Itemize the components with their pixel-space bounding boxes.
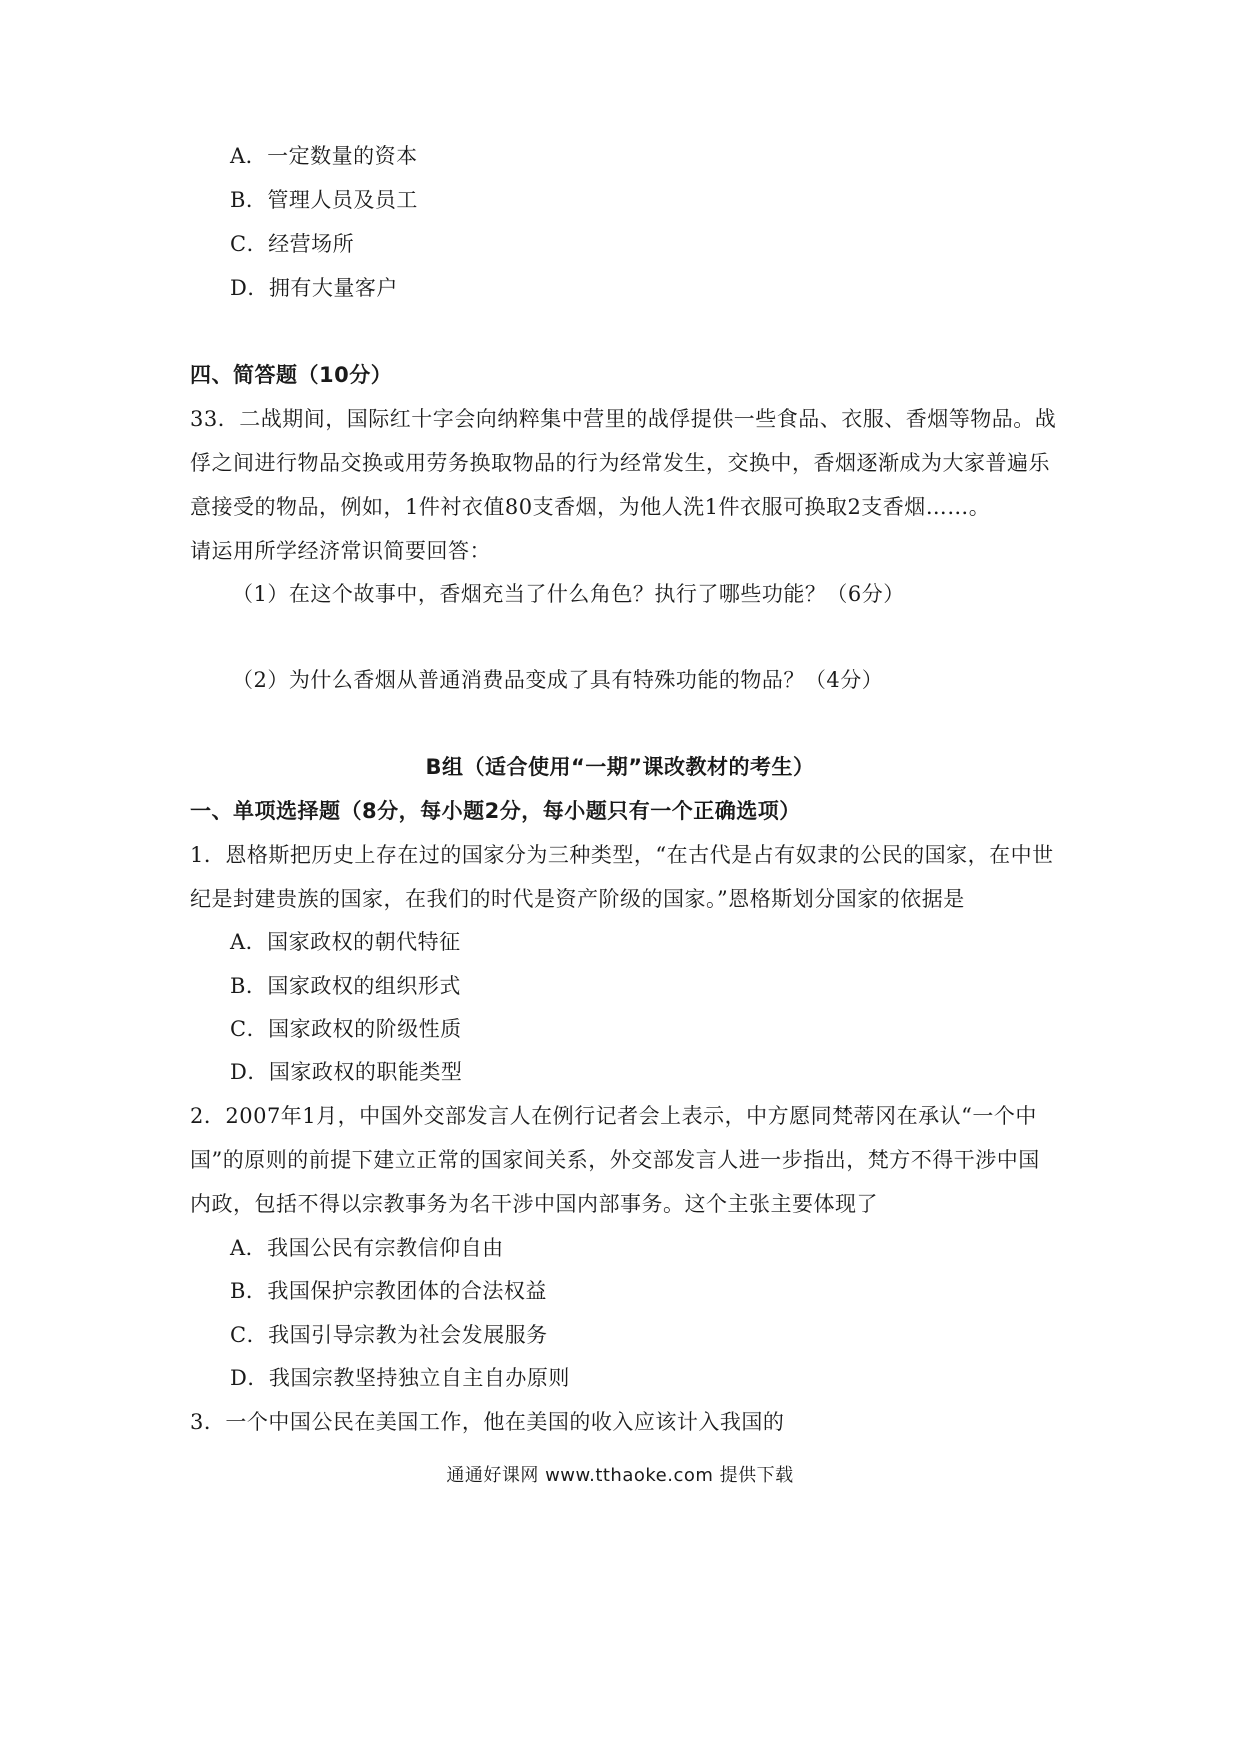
question-2-option-c: C．我国引导宗教为社会发展服务	[230, 1323, 548, 1347]
question-2-option-a: A．我国公民有宗教信仰自由	[230, 1236, 504, 1260]
question-33-line: 意接受的物品，例如，1件衬衣值80支香烟，为他人洗1件衣服可换取2支香烟……。	[190, 495, 991, 519]
question-33-line: 俘之间进行物品交换或用劳务换取物品的行为经常发生，交换中，香烟逐渐成为大家普遍乐	[190, 451, 1050, 475]
option-a: A．一定数量的资本	[230, 144, 418, 168]
question-1-line: 1．恩格斯把历史上存在过的国家分为三种类型，“在古代是占有奴隶的公民的国家，在中世	[190, 843, 1054, 867]
option-d: D．拥有大量客户	[230, 276, 398, 300]
question-33-line: 33．二战期间，国际红十字会向纳粹集中营里的战俘提供一些食品、衣服、香烟等物品。战	[190, 407, 1057, 431]
question-2-line: 内政，包括不得以宗教事务为名干涉中国内部事务。这个主张主要体现了	[190, 1192, 878, 1216]
question-1-option-b: B．国家政权的组织形式	[230, 974, 461, 998]
question-1-option-a: A．国家政权的朝代特征	[230, 930, 461, 954]
question-1-line: 纪是封建贵族的国家，在我们的时代是资产阶级的国家。”恩格斯划分国家的依据是	[190, 887, 965, 911]
question-2-line: 2．2007年1月，中国外交部发言人在例行记者会上表示，中方愿同梵蒂冈在承认“一个中	[190, 1104, 1037, 1128]
option-c: C．经营场所	[230, 232, 355, 256]
question-3-line: 3．一个中国公民在美国工作，他在美国的收入应该计入我国的	[190, 1410, 785, 1434]
question-33-sub-1: （1）在这个故事中，香烟充当了什么角色？执行了哪些功能？（6分）	[232, 582, 905, 606]
question-33-line: 请运用所学经济常识简要回答：	[190, 539, 491, 563]
question-33-sub-2: （2）为什么香烟从普通消费品变成了具有特殊功能的物品？（4分）	[232, 668, 884, 692]
question-2-option-b: B．我国保护宗教团体的合法权益	[230, 1279, 547, 1303]
page-footer: 通通好课网 www.tthaoke.com 提供下载	[446, 1465, 794, 1486]
group-b-title: B组（适合使用“一期”课改教材的考生）	[425, 755, 815, 779]
section-4-heading: 四、简答题（10分）	[190, 363, 393, 387]
question-1-option-c: C．国家政权的阶级性质	[230, 1017, 462, 1041]
option-b: B．管理人员及员工	[230, 188, 418, 212]
group-b-section-1-heading: 一、单项选择题（8分，每小题2分，每小题只有一个正确选项）	[190, 799, 801, 823]
question-2-line: 国”的原则的前提下建立正常的国家间关系，外交部发言人进一步指出，梵方不得干涉中国	[190, 1148, 1040, 1172]
question-1-option-d: D．国家政权的职能类型	[230, 1060, 463, 1084]
question-2-option-d: D．我国宗教坚持独立自主自办原则	[230, 1366, 570, 1390]
